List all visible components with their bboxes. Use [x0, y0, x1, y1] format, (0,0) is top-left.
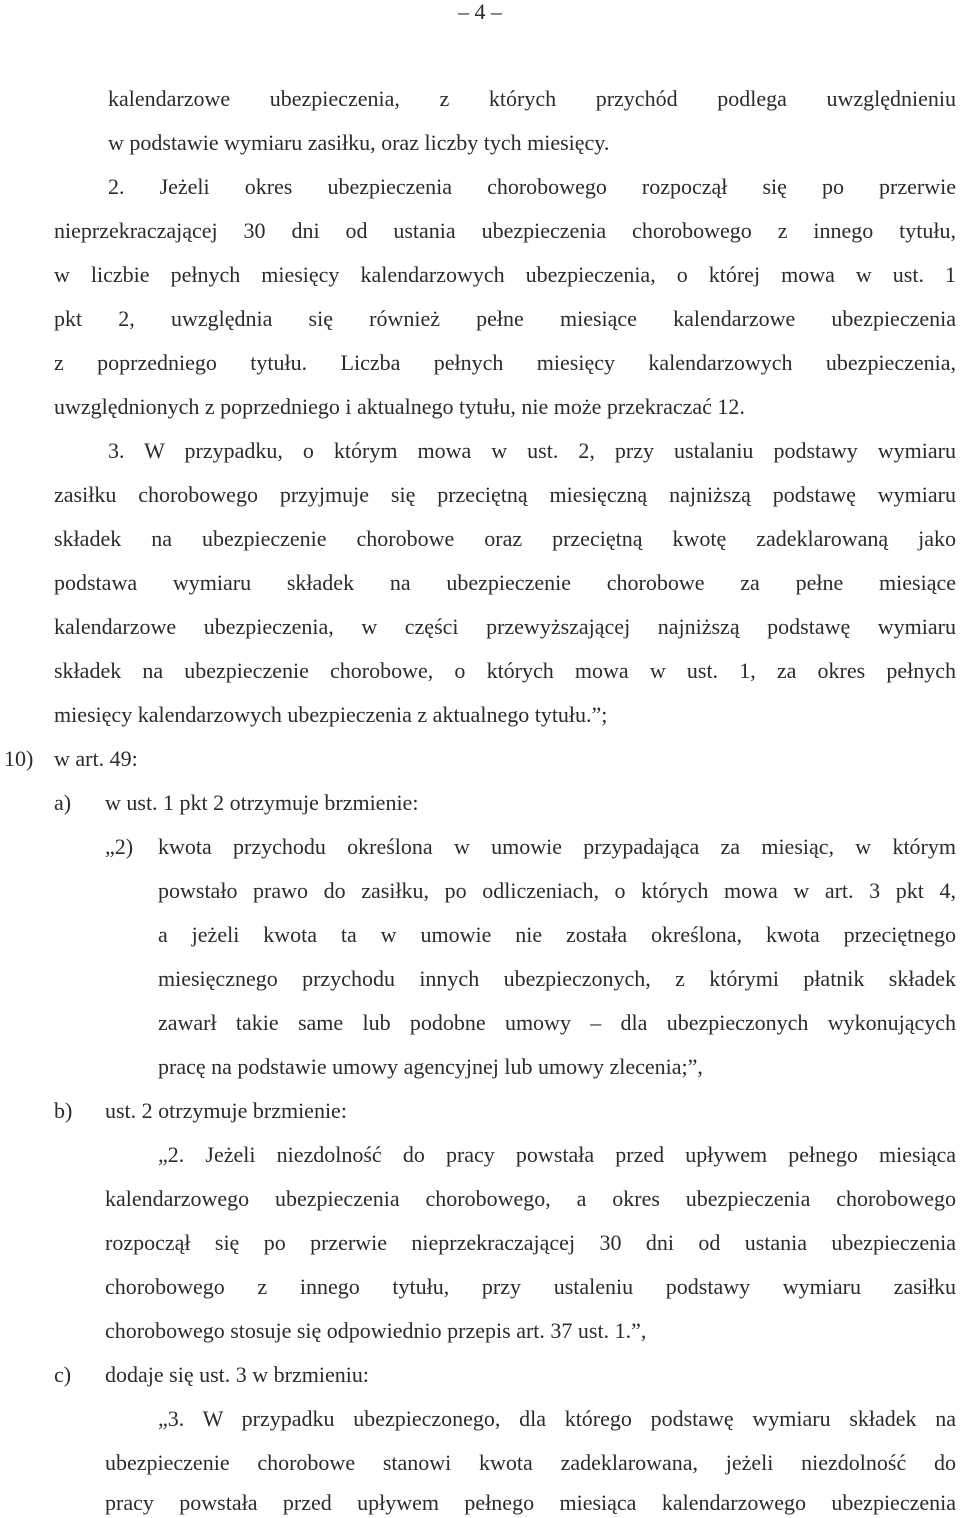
- text-line: rozpoczął się po przerwie nieprzekraczającej 30 dni od ustania ubezpieczenia: [105, 1230, 956, 1255]
- text-line: dodaje się ust. 3 w brzmieniu:: [105, 1362, 369, 1387]
- text-line: zawarł takie same lub podobne umowy – dla ubezpieczonych wykonujących: [158, 1010, 956, 1035]
- text-line: chorobowego stosuje się odpowiednio przepis art. 37 ust. 1.”,: [105, 1318, 647, 1343]
- letter-marker: a): [54, 790, 72, 815]
- text-line: pracę na podstawie umowy agencyjnej lub umowy zlecenia;”,: [158, 1054, 703, 1079]
- text-line: pkt 2, uwzględnia się również pełne miesiące kalendarzowe ubezpieczenia: [54, 306, 956, 331]
- text-line: kalendarzowe ubezpieczenia, w części przewyższającej najniższą podstawę wymiaru: [54, 614, 956, 639]
- text-line: w ust. 1 pkt 2 otrzymuje brzmienie:: [105, 790, 419, 815]
- text-line: miesięcy kalendarzowych ubezpieczenia z aktualnego tytułu.”;: [54, 702, 608, 727]
- text-line: składek na ubezpieczenie chorobowe oraz przeciętną kwotę zadeklarowaną jako: [54, 526, 956, 551]
- text-line: ust. 2 otrzymuje brzmienie:: [105, 1098, 347, 1123]
- letter-marker: c): [54, 1362, 72, 1387]
- text-line: składek na ubezpieczenie chorobowe, o których mowa w ust. 1, za okres pełnych: [54, 658, 956, 683]
- text-line: w podstawie wymiaru zasiłku, oraz liczby tych miesięcy.: [108, 130, 610, 155]
- page-number: – 4 –: [458, 0, 502, 24]
- text-line: „2. Jeżeli niezdolność do pracy powstała przed upływem pełnego miesiąca: [158, 1142, 956, 1167]
- text-line: nieprzekraczającej 30 dni od ustania ubezpieczenia chorobowego z innego tytułu,: [54, 218, 956, 243]
- text-line: z poprzedniego tytułu. Liczba pełnych miesięcy kalendarzowych ubezpieczenia,: [54, 350, 956, 375]
- text-line: chorobowego z innego tytułu, przy ustaleniu podstawy wymiaru zasiłku: [105, 1274, 956, 1299]
- text-line: ubezpieczenie chorobowe stanowi kwota zadeklarowana, jeżeli niezdolność do: [105, 1450, 956, 1475]
- text-line: „3. W przypadku ubezpieczonego, dla którego podstawę wymiaru składek na: [158, 1406, 956, 1431]
- text-line: podstawa wymiaru składek na ubezpieczenie chorobowe za pełne miesiące: [54, 570, 956, 595]
- text-line: kalendarzowego ubezpieczenia chorobowego, a okres ubezpieczenia chorobowego: [105, 1186, 956, 1211]
- text-line: powstało prawo do zasiłku, po odliczeniach, o których mowa w art. 3 pkt 4,: [158, 878, 956, 903]
- text-line: zasiłku chorobowego przyjmuje się przeciętną miesięczną najniższą podstawę wymiaru: [54, 482, 956, 507]
- item-number: 10): [4, 746, 34, 771]
- letter-marker: b): [54, 1098, 73, 1123]
- text-line: uwzględnionych z poprzedniego i aktualnego tytułu, nie może przekraczać 12.: [54, 394, 745, 419]
- text-line: kwota przychodu określona w umowie przypadająca za miesiąc, w którym: [158, 834, 956, 859]
- point-marker: „2): [105, 834, 134, 859]
- text-line: 2. Jeżeli okres ubezpieczenia chorobowego rozpoczął się po przerwie: [108, 174, 956, 199]
- text-line: w art. 49:: [54, 746, 138, 771]
- text-line: pracy powstała przed upływem pełnego miesiąca kalendarzowego ubezpieczenia: [105, 1490, 956, 1515]
- text-line: a jeżeli kwota ta w umowie nie została określona, kwota przeciętnego: [158, 922, 956, 947]
- text-line: w liczbie pełnych miesięcy kalendarzowych ubezpieczenia, o której mowa w ust. 1: [54, 262, 956, 287]
- text-line: 3. W przypadku, o którym mowa w ust. 2, przy ustalaniu podstawy wymiaru: [108, 438, 956, 463]
- text-line: miesięcznego przychodu innych ubezpieczonych, z którymi płatnik składek: [158, 966, 956, 991]
- text-line: kalendarzowe ubezpieczenia, z których przychód podlega uwzględnieniu: [108, 86, 956, 111]
